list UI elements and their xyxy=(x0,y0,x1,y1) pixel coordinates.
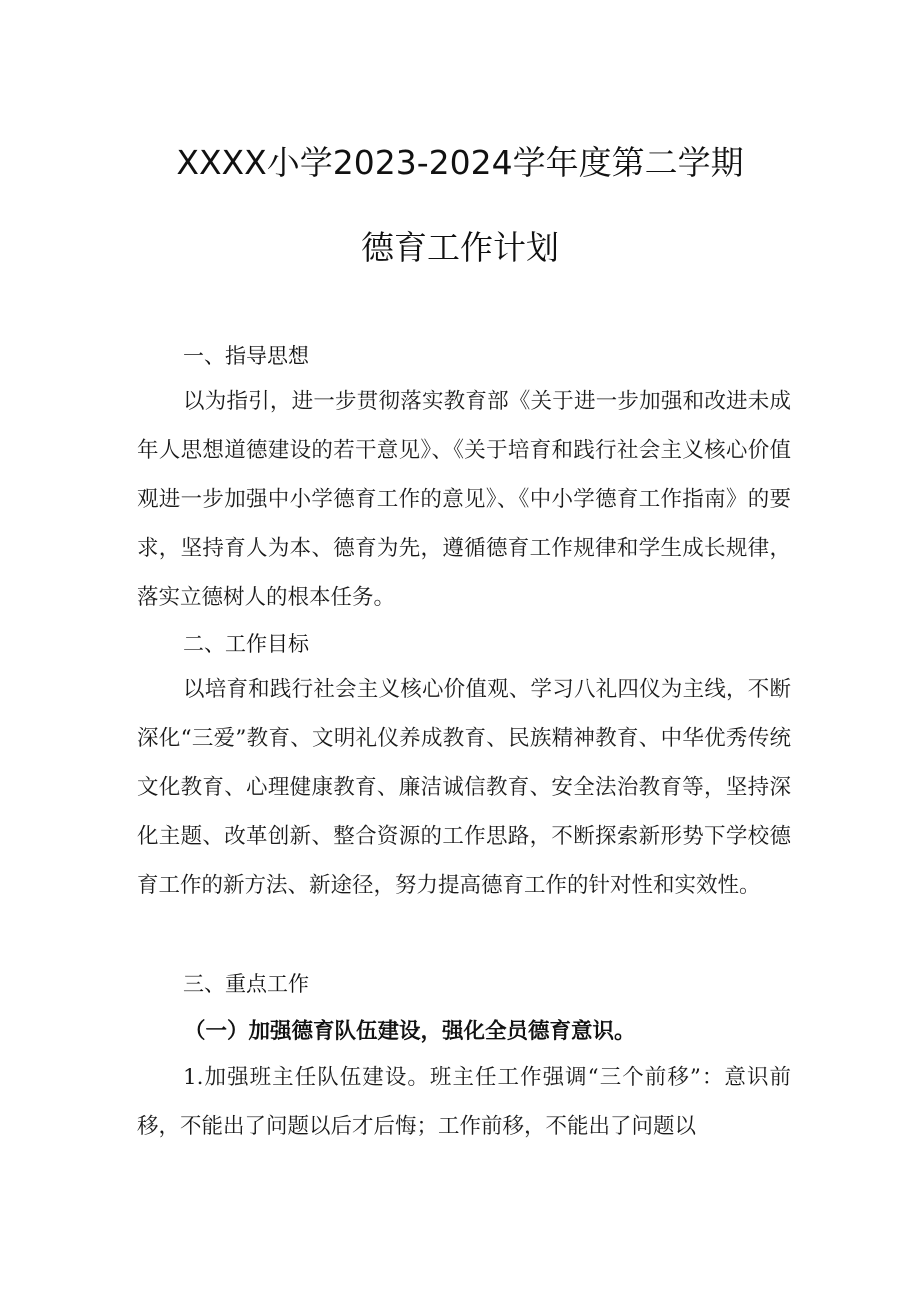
section-heading-key-work: 三、重点工作 xyxy=(183,972,309,996)
section-body-guiding-ideology: 以为指引，进一步贯彻落实教育部《关于进一步加强和改进未成年人思想道德建设的若干意见》、《关于培育和践行社会主义核心价值观进一步加强中小学德育工作的意见》、《中小学德育工作指南》的要求，坚持育人为本、德育为先，遵循德育工作规律和学生成长规律，落实立德树人的根本任务。 xyxy=(137,389,791,610)
section-heading-guiding-ideology: 一、指导思想 xyxy=(183,344,309,368)
subsection-heading-team-building: （一）加强德育队伍建设，强化全员德育意识。 xyxy=(184,1019,636,1044)
section-body-key-work: 1.加强班主任队伍建设。班主任工作强调“三个前移”：意识前移，不能出了问题以后才后悔；工作前移，不能出了问题以 xyxy=(137,1065,791,1139)
document-title-line-1: XXXX小学2023-2024学年度第二学期 xyxy=(176,143,744,182)
document-title-line-2: 德育工作计划 xyxy=(361,228,559,267)
section-heading-work-goals: 二、工作目标 xyxy=(183,632,309,656)
section-body-work-goals: 以培育和践行社会主义核心价值观、学习八礼四仪为主线，不断深化“三爱”教育、文明礼仪养成教育、民族精神教育、中华优秀传统文化教育、心理健康教育、廉洁诚信教育、安全法治教育等，坚持深化主题、改革创新、整合资源的工作思路，不断探索新形势下学校德育工作的新方法、新途径，努力提高德育工作的针对性和实效性。 xyxy=(137,677,791,898)
